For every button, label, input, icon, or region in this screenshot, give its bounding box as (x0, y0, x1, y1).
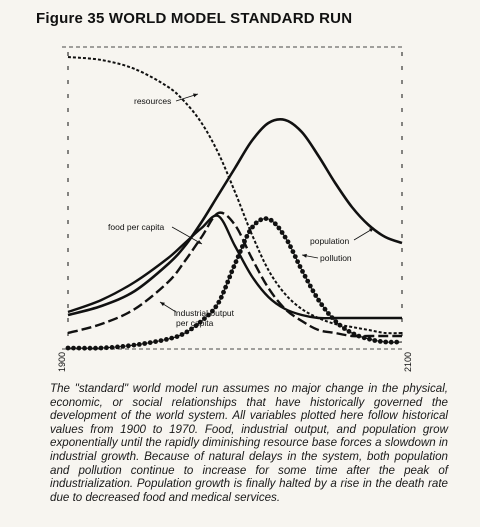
pollution-dot (88, 346, 93, 351)
pollution-dot (394, 340, 399, 345)
pollution-arrow-head (302, 254, 307, 258)
pollution-dot (66, 346, 71, 351)
pollution-dot (247, 229, 252, 234)
pollution-dot (142, 341, 147, 346)
pollution-dot (308, 284, 313, 289)
pollution-dot (132, 343, 137, 348)
pollution-dot (269, 218, 274, 223)
pollution-dot (293, 254, 298, 259)
pollution-dot (115, 345, 120, 350)
pollution-dot (240, 244, 245, 249)
x-tick-label-start: 1900 (57, 351, 67, 372)
pollution-dot (221, 290, 226, 295)
pollution-dot (295, 259, 300, 264)
pollution-dot (288, 244, 293, 249)
pollution-dot (291, 249, 296, 254)
pollution-dot (338, 323, 343, 328)
pollution-line (68, 219, 402, 349)
pollution-dot (357, 334, 362, 339)
pollution-dot (316, 298, 321, 303)
pollution-dot (216, 300, 221, 305)
pollution-dot (185, 330, 190, 335)
pollution-dot (126, 343, 131, 348)
chart-frame (57, 47, 413, 372)
pollution-dot (286, 239, 291, 244)
pollution-dot (383, 340, 388, 345)
pollution-dot (311, 288, 316, 293)
pollution-dot (264, 216, 269, 221)
pollution-dot (225, 280, 230, 285)
pollution-dot (93, 346, 98, 351)
pollution-dot (121, 344, 126, 349)
pollution-dot (231, 264, 236, 269)
industrial-output-arrow-head (160, 302, 165, 306)
pollution-label: pollution (320, 253, 352, 263)
pollution-dot (330, 315, 335, 320)
pollution-dot (180, 332, 185, 337)
pollution-dot (148, 340, 153, 345)
pollution-dot (280, 230, 285, 235)
pollution-dot (326, 311, 331, 316)
pollution-dot (273, 221, 278, 226)
pollution-dot (77, 346, 82, 351)
population-label: population (310, 236, 350, 246)
pollution-dot (342, 326, 347, 331)
pollution-dot (219, 295, 224, 300)
pollution-dot (352, 332, 357, 337)
population-line (68, 119, 402, 315)
food-per-capita-label: food per capita (108, 222, 165, 232)
pollution-dot (169, 336, 174, 341)
pollution-dot (82, 346, 87, 351)
pollution-dot (244, 234, 249, 239)
pollution-dot (347, 329, 352, 334)
pollution-dot (159, 338, 164, 343)
pollution-dot (153, 339, 158, 344)
pollution-dot (313, 293, 318, 298)
pollution-dot (250, 225, 255, 230)
pollution-dot (258, 217, 263, 222)
figure-caption (50, 382, 448, 504)
cropped-body-text (100, 515, 430, 527)
x-tick-label-end: 2100 (403, 351, 413, 372)
pollution-dot (175, 334, 180, 339)
pollution-dot (333, 319, 338, 324)
resources-label: resources (134, 96, 172, 106)
pollution-dot (223, 285, 228, 290)
industrial-output-label: industrial output (174, 308, 235, 318)
pollution-dot (234, 259, 239, 264)
pollution-dot (323, 307, 328, 312)
pollution-dot (238, 249, 243, 254)
pollution-dot (300, 269, 305, 274)
pollution-dot (242, 239, 247, 244)
pollution-dot (137, 342, 142, 347)
pollution-dot (254, 221, 259, 226)
pollution-dot (227, 275, 232, 280)
pollution-dot (378, 339, 383, 344)
series-layer (66, 57, 402, 351)
pollution-dot (389, 340, 394, 345)
pollution-dot (229, 269, 234, 274)
per-capita-label: per capita (176, 318, 214, 328)
label-layer (108, 94, 374, 329)
pollution-dot (99, 346, 104, 351)
pollution-dot (367, 337, 372, 342)
pollution-dot (110, 345, 115, 350)
pollution-dot (104, 345, 109, 350)
pollution-dot (164, 337, 169, 342)
pollution-dot (71, 346, 76, 351)
pollution-dot (298, 264, 303, 269)
pollution-dot (283, 235, 288, 240)
caption-text: The "standard" world model run assumes no major change in the physical, economic, or social relationships that have historically governed the development of the world system. All variables plotted here follow historical values from 1900 to 1970. Food, industrial output, and population grow exponentially until the rapidly diminishing resource base forces a slowdown in industrial growth. Because of natural delays in the system, both population and pollution continue to increase for some time after the peak of industrialization. Population growth is finally halted by a rise in the death rate due to decreased food and medical services. (50, 382, 448, 504)
pollution-dot (236, 254, 241, 259)
pollution-dot (305, 279, 310, 284)
resources-arrow-head (193, 94, 198, 98)
pollution-dot (362, 335, 367, 340)
figure-title: Figure 35 WORLD MODEL STANDARD RUN (36, 10, 353, 27)
pollution-dot (277, 226, 282, 231)
pollution-dot (372, 338, 377, 343)
pollution-dot (303, 274, 308, 279)
pollution-dot (319, 302, 324, 307)
